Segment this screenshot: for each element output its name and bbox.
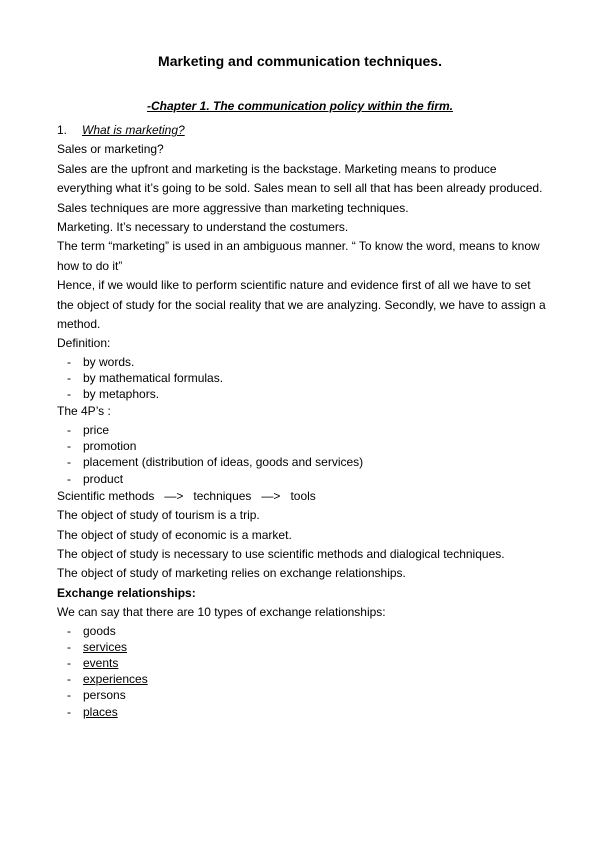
- list-item: - by words.: [67, 354, 547, 370]
- paragraph: Sales are the upfront and marketing is the backstage. Marketing means to produce everything what it’s going to be sold. Sales mean to sell all that has been already produced. Sales techniques are more aggressive than marketing techniques.: [57, 161, 543, 215]
- four-ps-list: [57, 422, 547, 487]
- paragraph: The object of study of tourism is a trip.: [57, 508, 260, 523]
- link-text[interactable]: experiences: [83, 672, 148, 687]
- section-title: What is marketing?: [82, 123, 185, 137]
- paragraph: The term “marketing” is used in an ambiguous manner. “ To know the word, means to know how to do it”: [57, 239, 540, 273]
- section-heading: [57, 121, 547, 140]
- paragraph: Sales or marketing?: [57, 142, 164, 157]
- list-item: - by metaphors.: [67, 386, 547, 402]
- definition-list: [57, 354, 547, 403]
- list-item: - placement (distribution of ideas, goods and services): [67, 454, 547, 470]
- paragraph: The object of study is necessary to use scientific methods and dialogical techniques.: [57, 546, 505, 561]
- link-text[interactable]: events: [83, 655, 119, 670]
- paragraph: The object of study of economic is a market.: [57, 527, 292, 542]
- list-item-link[interactable]: [67, 704, 547, 720]
- paragraph: Marketing. It’s necessary to understand the costumers.: [57, 220, 349, 235]
- paragraph: The object of study of marketing relies on exchange relationships.: [57, 566, 406, 581]
- section-number: 1.: [57, 123, 68, 137]
- list-item: - product: [67, 471, 547, 487]
- list-item: - price: [67, 422, 547, 438]
- list-item-link[interactable]: [67, 639, 547, 655]
- link-text[interactable]: services: [83, 639, 128, 654]
- list-item: - by mathematical formulas.: [67, 370, 547, 386]
- exchange-intro: We can say that there are 10 types of exchange relationships:: [57, 605, 386, 620]
- list-item: - goods: [67, 623, 547, 639]
- exchange-heading: Exchange relationships:: [57, 585, 196, 600]
- list-item-link[interactable]: [67, 671, 547, 687]
- four-ps-label: The 4P’s :: [57, 404, 111, 419]
- methods-line: Scientific methods —> techniques —> tools: [57, 488, 316, 503]
- definition-label: Definition:: [57, 336, 111, 351]
- link-text[interactable]: places: [83, 704, 118, 719]
- list-item: - persons: [67, 687, 547, 703]
- chapter-heading: -Chapter 1. The communication policy within the firm.: [146, 99, 454, 113]
- document-title: Marketing and communication techniques.: [158, 53, 442, 69]
- exchange-list: [57, 623, 547, 720]
- document-body: [57, 121, 547, 720]
- paragraph: Hence, if we would like to perform scientific nature and evidence first of all we have to set the object of study for the social reality that we are analyzing. Secondly, we have to assign a method.: [57, 278, 546, 332]
- list-item: - promotion: [67, 438, 547, 454]
- list-item-link[interactable]: [67, 655, 547, 671]
